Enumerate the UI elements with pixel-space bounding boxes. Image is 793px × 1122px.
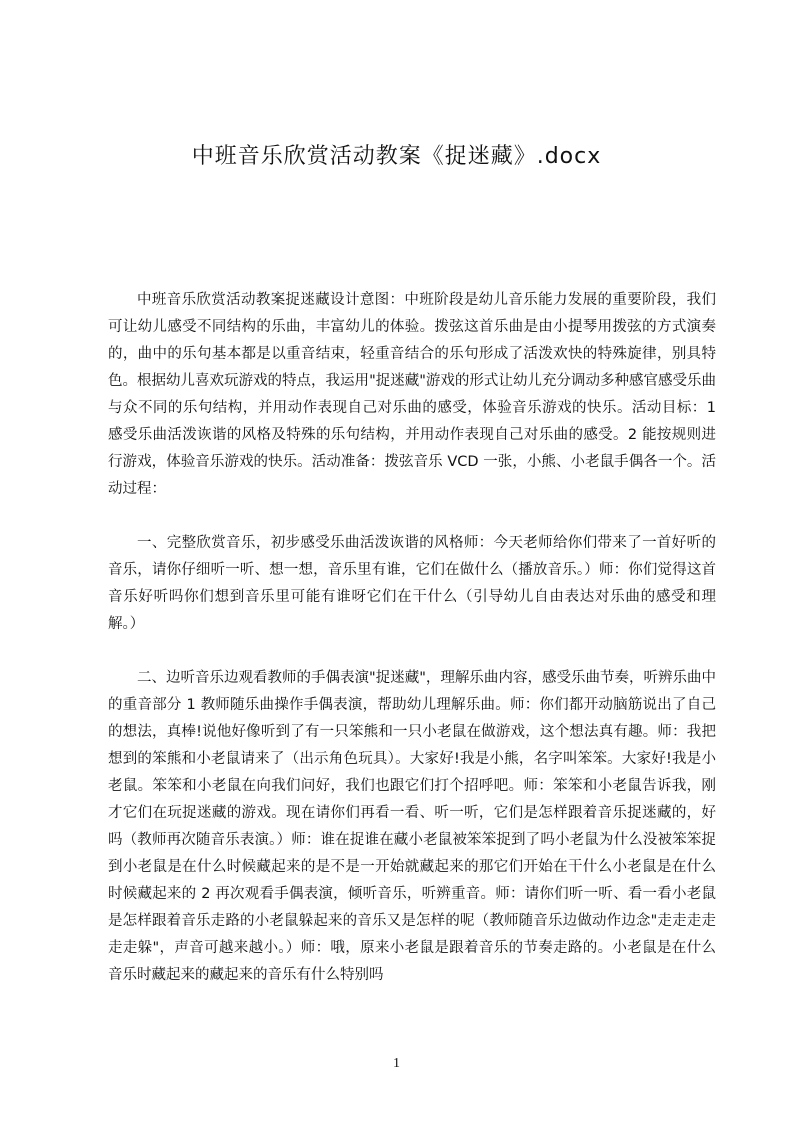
document-title: 中班音乐欣赏活动教案《捉迷藏》.docx [191, 144, 602, 169]
paragraph-design-intent: 中班音乐欣赏活动教案捉迷藏设计意图：中班阶段是幼儿音乐能力发展的重要阶段，我们可让幼儿感受不同结构的乐曲，丰富幼儿的体验。拨弦这首乐曲是由小提琴用拨弦的方式演奏的，曲中的乐句基本都是以重音结束，轻重音结合的乐句形成了活泼欢快的特殊旋律，别具特色。根据幼儿喜欢玩游戏的特点，我运用"捉迷藏"游戏的形式让幼儿充分调动多种感官感受乐曲与众不同的乐句结构，并用动作表现自己对乐曲的感受，体验音乐游戏的快乐。活动目标：1 感受乐曲活泼诙谐的风格及特殊的乐句结构，并用动作表现自己对乐曲的感受。2 能按规则进行游戏，体验音乐游戏的快乐。活动准备：拨弦音乐 VCD 一张，小熊、小老鼠手偶各一个。活动过程： [108, 292, 716, 497]
page-number: 1 [393, 1056, 400, 1071]
document-body [108, 287, 716, 1016]
paragraph-step-two: 二、边听音乐边观看教师的手偶表演"捉迷藏"，理解乐曲内容，感受乐曲节奏，听辨乐曲中的重音部分 1 教师随乐曲操作手偶表演，帮助幼儿理解乐曲。师：你们都开动脑筋说出了自己的想法，真棒!说他好像听到了有一只笨熊和一只小老鼠在做游戏，这个想法真有趣。师：我把想到的笨熊和小老鼠请来了（出示角色玩具）。大家好!我是小熊，名字叫笨笨。大家好!我是小老鼠。笨笨和小老鼠在向我们问好，我们也跟它们打个招呼吧。师：笨笨和小老鼠告诉我，刚才它们在玩捉迷藏的游戏。现在请你们再看一看、听一听，它们是怎样跟着音乐捉迷藏的，好吗（教师再次随音乐表演。）师：谁在捉谁在藏小老鼠被笨笨捉到了吗小老鼠为什么没被笨笨捉到小老鼠是在什么时候藏起来的是不是一开始就藏起来的那它们开始在干什么小老鼠是在什么时候藏起来的 2 再次观看手偶表演，倾听音乐，听辨重音。师：请你们听一听、看一看小老鼠是怎样跟着音乐走路的小老鼠躲起来的音乐又是怎样的呢（教师随音乐边做动作边念"走走走走走走躲"，声音可越来越小。）师：哦，原来小老鼠是跟着音乐的节奏走路的。小老鼠是在什么音乐时藏起来的藏起来的音乐有什么特别吗 [108, 670, 716, 983]
paragraph-step-one: 一、完整欣赏音乐，初步感受乐曲活泼诙谐的风格师：今天老师给你们带来了一首好听的音乐，请你仔细听一听、想一想，音乐里有谁，它们在做什么（播放音乐。）师：你们觉得这首音乐好听吗你们想到音乐里可能有谁呀它们在干什么（引导幼儿自由表达对乐曲的感受和理解。） [108, 535, 716, 632]
